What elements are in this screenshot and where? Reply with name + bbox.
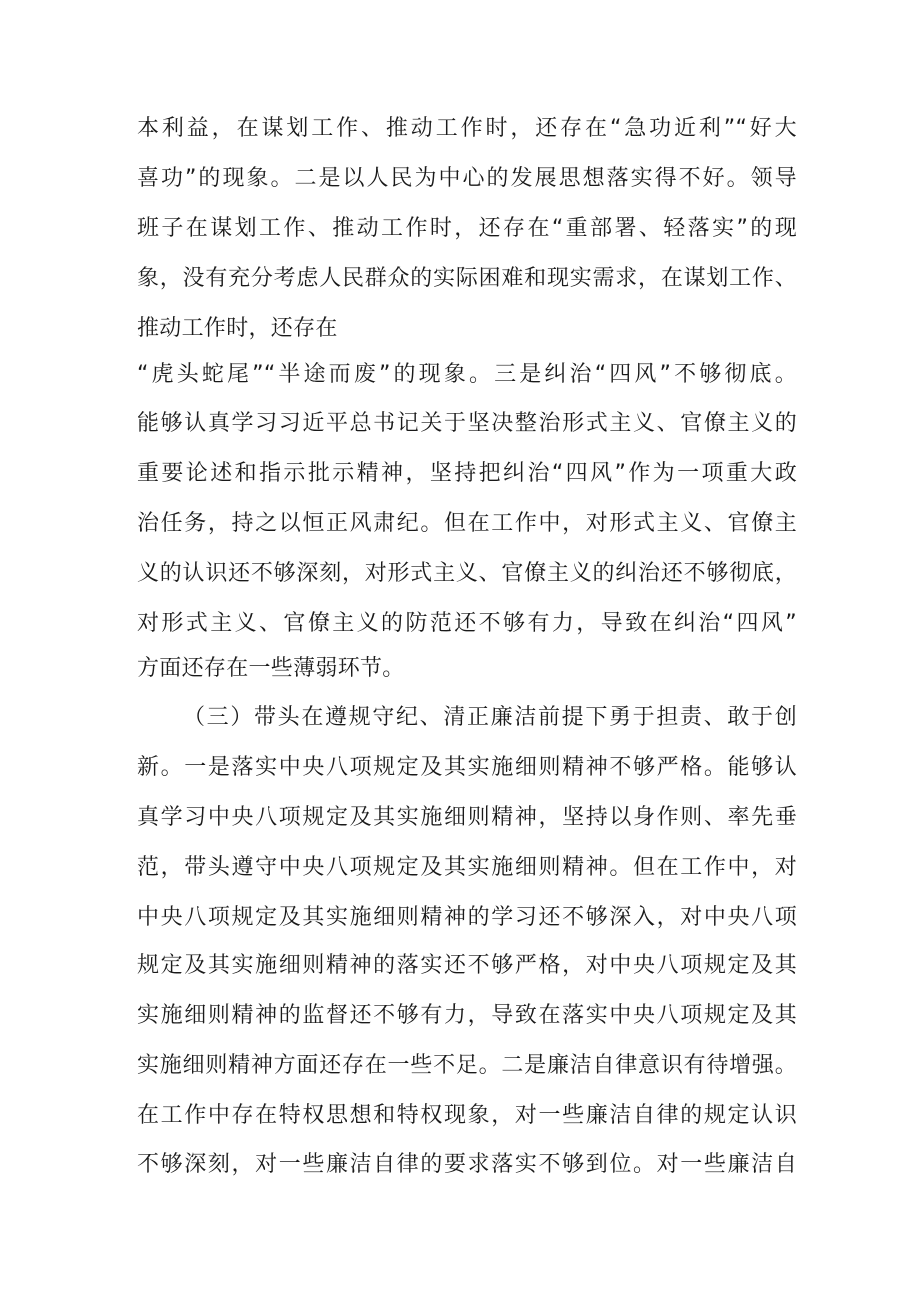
text-line: 能够认真学习习近平总书记关于坚决整治形式主义、官僚主义的 [137,411,797,436]
text-line: 喜功”的现象。二是以人民为中心的发展思想落实得不好。领导 [137,166,797,191]
text-line: 中央八项规定及其实施细则精神的学习还不够深入，对中央八项 [137,905,797,930]
text-line: 实施细则精神的监督还不够有力，导致在落实中央八项规定及其 [137,1003,797,1028]
text-line: 象，没有充分考虑人民群众的实际困难和现实需求，在谋划工作、 [137,266,797,291]
text-line: 实施细则精神方面还存在一些不足。二是廉洁自律意识有待增强。 [137,1053,797,1078]
text-line: 对形式主义、官僚主义的防范还不够有力，导致在纠治“四风” [137,611,797,636]
text-line: “虎头蛇尾”“半途而废”的现象。三是纠治“四风”不够彻底。 [137,362,797,387]
text-line: 本利益，在谋划工作、推动工作时，还存在“急功近利”“好大 [137,116,797,141]
text-line: 重要论述和指示批示精神，坚持把纠治“四风”作为一项重大政 [137,461,797,486]
text-line: 班子在谋划工作、推动工作时，还存在“重部署、轻落实”的现 [137,216,797,241]
text-line: 真学习中央八项规定及其实施细则精神，坚持以身作则、率先垂 [137,805,797,830]
text-line: 范，带头遵守中央八项规定及其实施细则精神。但在工作中，对 [137,855,797,880]
text-line: 义的认识还不够深刻，对形式主义、官僚主义的纠治还不够彻底， [137,561,797,586]
text-line: 方面还存在一些薄弱环节。 [137,656,405,681]
text-line: 在工作中存在特权思想和特权现象，对一些廉洁自律的规定认识 [137,1103,797,1128]
text-line: 治任务，持之以恒正风肃纪。但在工作中，对形式主义、官僚主 [137,511,797,536]
text-line: 不够深刻，对一些廉洁自律的要求落实不够到位。对一些廉洁自 [137,1152,797,1177]
section-heading-line: （三）带头在遵规守纪、清正廉洁前提下勇于担责、敢于创 [183,705,797,730]
text-line: 规定及其实施细则精神的落实还不够严格，对中央八项规定及其 [137,953,797,978]
text-line: 推动工作时，还存在 [137,316,338,341]
text-line: 新。一是落实中央八项规定及其实施细则精神不够严格。能够认 [137,755,797,780]
